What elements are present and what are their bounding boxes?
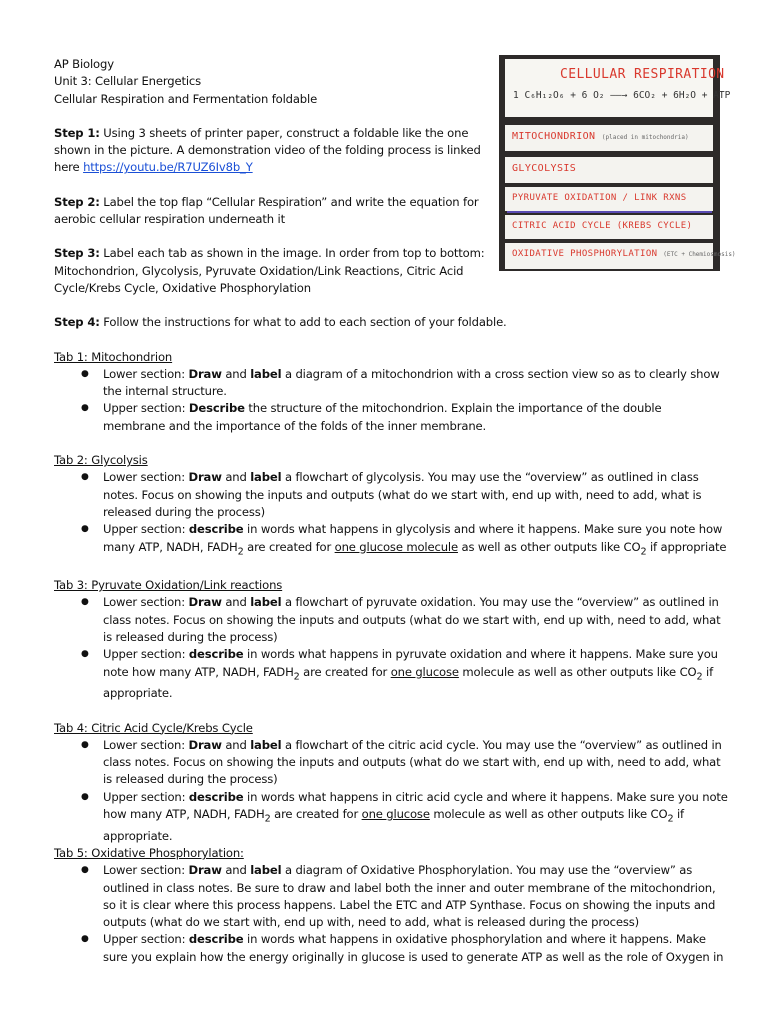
bullet-text: Lower section: <box>103 470 189 485</box>
bullet-text: and <box>221 737 251 752</box>
course-title: AP Biology <box>54 57 114 71</box>
bullet-text: and <box>221 470 251 485</box>
tab4-heading: Tab 4: Citric Acid Cycle/Krebs Cycle <box>54 720 253 735</box>
bullet-text: Upper section: <box>103 647 189 662</box>
step-3 <box>54 245 484 297</box>
subscript: 2 <box>293 670 300 682</box>
list-item <box>54 469 724 521</box>
photo-flap-title: CELLULAR RESPIRATION <box>560 67 725 82</box>
step3-label: Step 3: <box>54 246 100 261</box>
step-4 <box>54 314 724 331</box>
bullet-text: class notes. Focus on showing the inputs and outputs (what do we start with, end up with, need to add, what <box>103 755 721 770</box>
bullet-text: appropriate. <box>103 828 173 843</box>
bullet-text: a flowchart of the citric acid cycle. You may use the “overview” as outlined in <box>281 737 722 752</box>
bold-describe: Describe <box>188 401 245 416</box>
bold-describe: describe <box>188 932 244 947</box>
bold-label: label <box>250 470 282 485</box>
tab3-heading: Tab 3: Pyruvate Oxidation/Link reactions <box>54 578 283 593</box>
step2-text-1: Label the top flap “Cellular Respiration” and write the equation for <box>99 194 479 209</box>
list-item <box>54 646 724 702</box>
bullet-text: in words what happens in pyruvate oxidation and where it happens. Make sure you <box>243 647 718 662</box>
subscript: 2 <box>237 545 244 557</box>
tab4-section <box>54 720 728 845</box>
subscript: 2 <box>696 670 703 682</box>
photo-tab4-label: CITRIC ACID CYCLE (KREBS CYCLE) <box>512 221 693 231</box>
bullet-text: Lower section: <box>103 366 189 381</box>
tab1-section <box>54 349 724 435</box>
list-item <box>54 737 724 789</box>
step3-text-2: Mitochondrion, Glycolysis, Pyruvate Oxidation/Link Reactions, Citric Acid <box>54 263 464 278</box>
unit-title: Unit 3: Cellular Energetics <box>54 74 202 89</box>
bullet-text: molecule as well as other outputs like CO <box>429 807 668 822</box>
bullet-text: sure you explain how the energy originally in glucose is used to generate ATP as well as the role of Oxygen in <box>103 949 724 964</box>
bullet-text: if <box>702 664 714 679</box>
bullet-text: Lower section: <box>103 595 189 610</box>
photo-tab2-label: GLYCOLYSIS <box>512 163 577 174</box>
photo-tab1-note: (placed in mitochondria) <box>601 134 689 141</box>
bullet-text: the structure of the mitochondrion. Explain the importance of the double <box>244 401 662 416</box>
bold-describe: describe <box>188 522 244 537</box>
bullet-text: Upper section: <box>103 932 189 947</box>
underlined-text: one glucose <box>361 807 430 822</box>
tab5-section <box>54 845 724 966</box>
video-link[interactable]: https://youtu.be/R7UZ6Iv8b_Y <box>83 160 253 175</box>
header-block <box>54 56 484 108</box>
underlined-text: one glucose molecule <box>334 539 458 554</box>
bullet-text: are created for <box>299 664 391 679</box>
bold-draw: Draw <box>188 470 222 485</box>
bold-draw: Draw <box>188 737 222 752</box>
bullet-text: class notes. Focus on showing the inputs and outputs (what do we start with, end up with, need to add, what <box>103 612 721 627</box>
bullet-text: Upper section: <box>103 401 189 416</box>
bullet-text: Lower section: <box>103 863 189 878</box>
bullet-text: are created for <box>243 539 335 554</box>
bullet-text: released during the process) <box>103 504 265 519</box>
underlined-text: one glucose <box>390 664 459 679</box>
bullet-text: membrane and the importance of the folds of the inner membrane. <box>103 418 487 433</box>
list-item <box>54 789 728 845</box>
list-item <box>54 594 724 646</box>
bullet-text: a diagram of a mitochondrion with a cross section view so as to clearly show <box>281 366 720 381</box>
step3-text-3: Cycle/Krebs Cycle, Oxidative Phosphorylation <box>54 280 311 295</box>
bold-describe: describe <box>188 789 244 804</box>
bullet-text: are created for <box>270 807 362 822</box>
tab2-heading: Tab 2: Glycolysis <box>54 453 148 468</box>
step1-label: Step 1: <box>54 125 100 140</box>
bullet-text: a flowchart of pyruvate oxidation. You may use the “overview” as outlined in <box>281 595 719 610</box>
step-1 <box>54 125 484 177</box>
step1-text-2: shown in the picture. A demonstration video of the folding process is linked <box>54 143 481 158</box>
subscript: 2 <box>264 813 271 825</box>
tab5-heading: Tab 5: Oxidative Phosphorylation: <box>54 845 244 860</box>
bullet-text: if <box>673 807 684 822</box>
photo-tab5-note: (ETC + Chemiosmosis) <box>663 251 736 258</box>
bullet-text: is released during the process) <box>103 630 278 645</box>
step1-text-3: here <box>54 160 84 175</box>
step4-label: Step 4: <box>54 315 100 330</box>
bullet-text: how many ATP, NADH, FADH <box>103 807 265 822</box>
bullet-text: Upper section: <box>103 522 189 537</box>
bullet-text: notes. Focus on showing the inputs and outputs (what do we start with, end up with, need to add, what is <box>103 487 702 502</box>
bold-label: label <box>250 737 282 752</box>
bullet-text: molecule as well as other outputs like CO <box>458 664 697 679</box>
document-body <box>54 56 728 966</box>
bold-label: label <box>250 366 282 381</box>
subscript: 2 <box>640 545 647 557</box>
bullet-text: note how many ATP, NADH, FADH <box>103 664 294 679</box>
step3-text-1: Label each tab as shown in the image. In order from top to bottom: <box>99 246 485 261</box>
photo-tab5-label: OXIDATIVE PHOSPHORYLATION <box>512 249 658 259</box>
bold-label: label <box>250 863 282 878</box>
photo-flap-equation: 1 C₆H₁₂O₆ + 6 O₂ ——→ 6CO₂ + 6H₂O + ATP <box>513 90 731 101</box>
list-item <box>54 862 724 931</box>
bullet-text: if appropriate <box>646 539 727 554</box>
photo-tab1-label: MITOCHONDRION <box>512 131 596 142</box>
subscript: 2 <box>667 813 674 825</box>
bullet-text: in words what happens in oxidative phosphorylation and where it happens. Make <box>243 932 706 947</box>
bullet-text: in words what happens in glycolysis and where it happens. Make sure you note how <box>243 522 723 537</box>
bullet-text: outputs (what do we start with, end up with, need to add, what is released during the process) <box>103 915 640 930</box>
bullet-text: a diagram of Oxidative Phosphorylation. You may use the “overview” as <box>281 863 693 878</box>
tab2-section <box>54 452 727 560</box>
tab1-heading: Tab 1: Mitochondrion <box>54 349 173 364</box>
list-item <box>54 931 724 966</box>
bullet-text: appropriate. <box>103 686 173 701</box>
bold-describe: describe <box>188 647 244 662</box>
bullet-text: a flowchart of glycolysis. You may use the “overview” as outlined in class <box>281 470 699 485</box>
list-item <box>54 521 727 560</box>
step2-label: Step 2: <box>54 194 100 209</box>
bullet-text: as well as other outputs like CO <box>457 539 641 554</box>
step2-text-2: aerobic cellular respiration underneath it <box>54 212 285 227</box>
bold-draw: Draw <box>188 863 222 878</box>
bullet-text: and <box>221 863 251 878</box>
bullet-text: the internal structure. <box>103 384 227 399</box>
list-item <box>54 400 724 435</box>
step-2 <box>54 194 484 229</box>
bullet-text: Lower section: <box>103 737 189 752</box>
step4-text: Follow the instructions for what to add to each section of your foldable. <box>99 315 507 330</box>
bullet-text: in words what happens in citric acid cycle and where it happens. Make sure you note <box>243 789 728 804</box>
bullet-text: and <box>221 366 251 381</box>
list-item <box>54 366 724 401</box>
bullet-text: is released during the process) <box>103 772 278 787</box>
tab3-section <box>54 577 724 702</box>
step1-text-1: Using 3 sheets of printer paper, construct a foldable like the one <box>99 125 469 140</box>
bullet-text: Upper section: <box>103 789 189 804</box>
topic-title: Cellular Respiration and Fermentation foldable <box>54 91 318 106</box>
bold-label: label <box>250 595 282 610</box>
bullet-text: so it is clear where this process happens. Label the ETC and ATP Synthase. Focus on showing the inputs and <box>103 897 716 912</box>
bullet-text: and <box>221 595 251 610</box>
photo-tab3-label: PYRUVATE OXIDATION / LINK RXNS <box>512 193 687 203</box>
bold-draw: Draw <box>188 366 222 381</box>
bullet-text: outlined in class notes. Be sure to draw and label both the inner and outer membrane of the mitochondrion, <box>103 880 716 895</box>
bullet-text: many ATP, NADH, FADH <box>103 539 238 554</box>
bold-draw: Draw <box>188 595 222 610</box>
